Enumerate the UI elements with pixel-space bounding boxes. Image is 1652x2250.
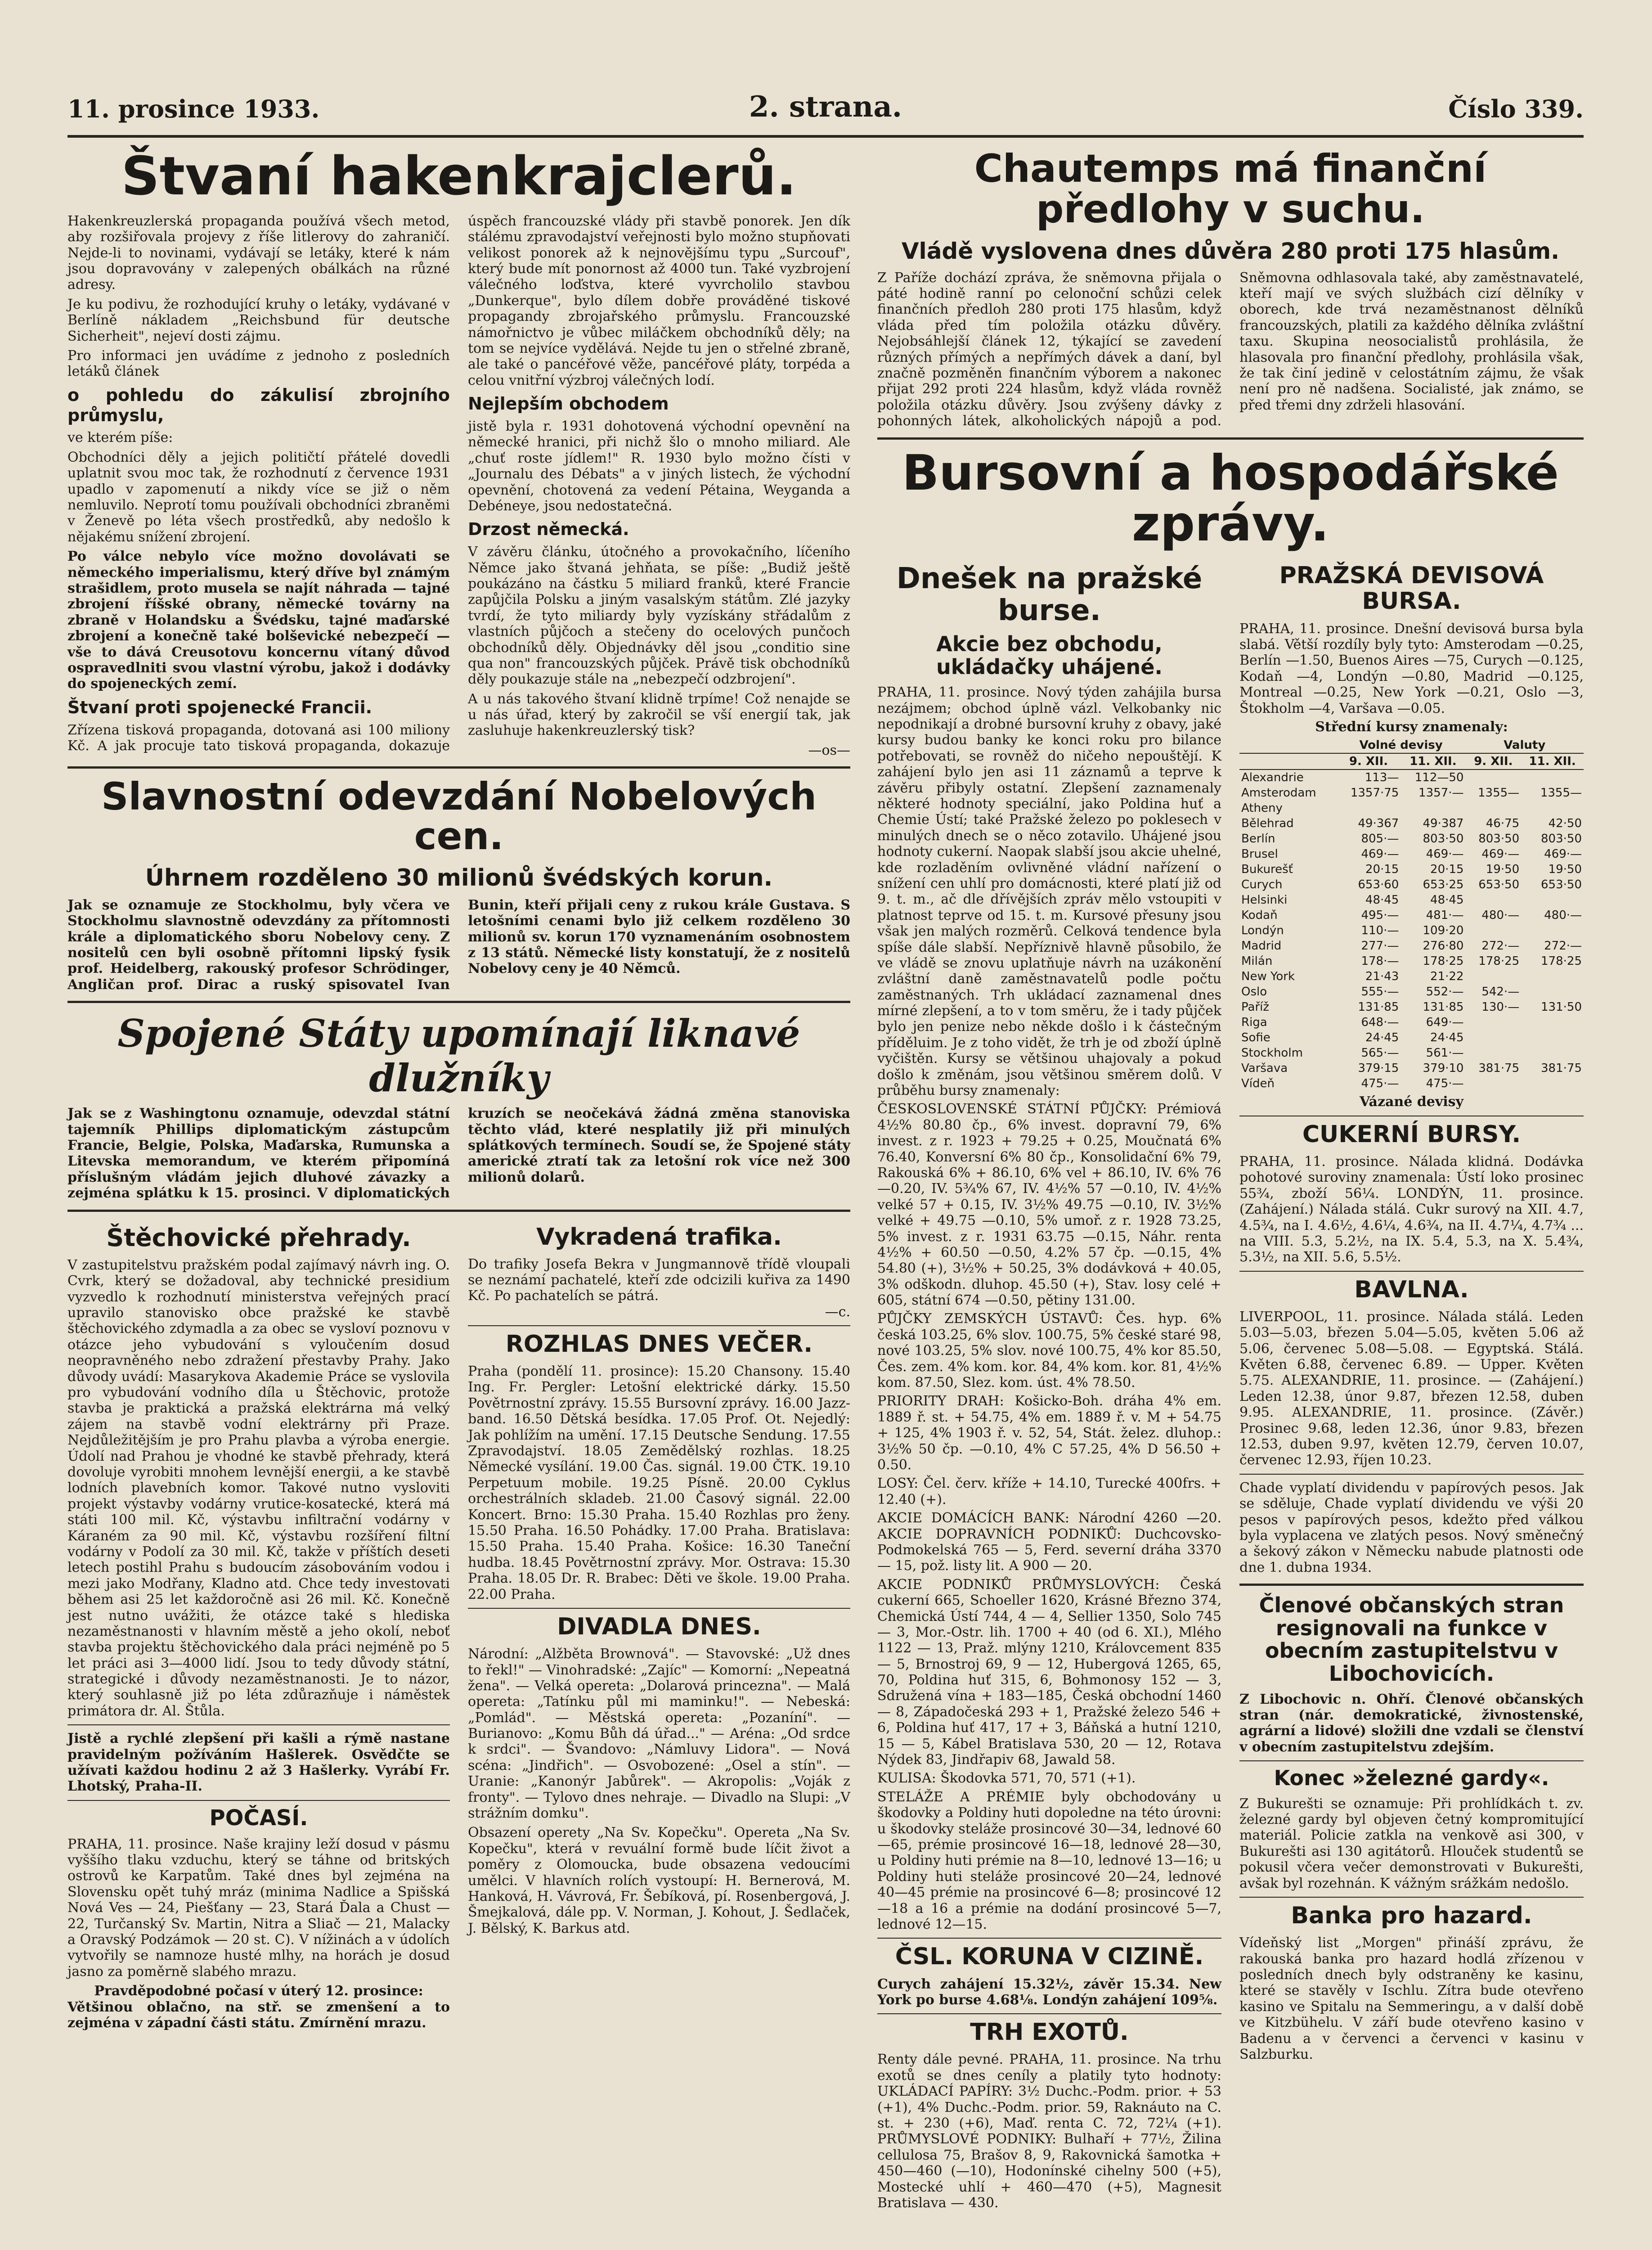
divider <box>1239 1897 1584 1898</box>
devisy-mid: Střední kursy znamenaly: <box>1315 719 1508 735</box>
subhead: o pohledu do zákulisí zbrojního průmyslu, <box>67 385 450 425</box>
fx-value <box>1521 1076 1584 1091</box>
para: Hakenkreuzlerská propaganda používá všech metod, aby rozšiřovala projevy z říše litlerovy do zahraničí. Nejde-li to novinami, vydávají se letáky, které k nám jsou dopravovány v zalepených obálkách na různé adresy. <box>67 213 450 293</box>
article-dnes-stelaze: STELÁŽE A PRÉMIE byly obchodovány u škodovky a Poldiny huti dopoledne na této úrovni: u škodovky steláže prosincové 30—34, lednové 60—65, prémie prosincové 16—18, lednové 28—30, u Poldiny huti prémie na 8—10, lednové 13—16; u Poldiny huti steláže prosincové 20—24, lednové 40—45 prémie na prosincové 6—8; prosincové 12—18 a 16 a prémie na dodání prosincové 5—7, lednové 12—15. <box>877 1789 1221 1932</box>
article-pocasi: PRAHA, 11. prosince. Naše krajiny leží dosud v pásmu vyššího tlaku vzduchu, který se táhne od britských ostrovů ke Karpatům. Také dnes byl zejména na Slovensku opět tuhý mráz (minima Nadlice a Spišská Nová Ves — 24, Piešťany — 23, Stará Ďala a Chust — 22, Turčanský Sv. Martin, Nitra a Sliač — 21, Malacky a Oravský Podzámok — 20 st. C). V nížinách a v údolích vytvořily se namnoze husté mlhy, na horách je dosud jasno za poměrně slabého mrazu. <box>67 1836 450 1980</box>
article-subtitle-dnes: Akcie bez obchodu, ukládačky uhájené. <box>936 632 1163 679</box>
fx-currency: Sofie <box>1241 1031 1270 1045</box>
fx-currency: Stockholm <box>1241 1046 1303 1060</box>
fx-value: 110·— <box>1361 924 1399 938</box>
fx-value <box>1521 984 1584 999</box>
devisy-vazane: Vázané devisy <box>1360 1094 1463 1110</box>
fx-value: 653·50 <box>1478 878 1520 892</box>
article-title-clenove: Členové občanských stran resignovali na funkce v obecním zastupitelstvu v Libochovicích. <box>1259 1593 1564 1686</box>
article-title-konec: Konec »železné gardy«. <box>1274 1766 1549 1791</box>
article-dnes-cont: ČESKOSLOVENSKÉ STÁTNÍ PŮJČKY: Prémiová 4½% 80.80 čp., 6% invest. dopravní 79, 6% invest. z r. 1923 + 79.25 + 0.25, Moučnatá 6% 76.40, Konversní 6% 80 čp., Konsolidační 6% 79, Rakouská 6% + 86.10, 6% vel + 86.10, IV. 6% 76 —0.20, IV. 5¾% 67, IV. 4½% 57 —0.10, IV. 4½% velké 57 + 0.15, IV. 3½% 49.75 —0.10, IV. 3½% velké + 49.75 —0.10, 5% umoř. z r. 1928 73.25, 5% invest. z r. 1931 63.75 —0.15, Náhr. renta 4½% + 60.50 —0.50, 4.2% 57 čp. —0.15, 4% 54.80 (+), 3½% + 50.25, 3% dodávková + 40.05, 3% odškodn. dluhop. 45.50 (+), Stav. losy celé + 605, státní 674 —0.50, pětiny 131.00. <box>877 1101 1221 1309</box>
fx-value: 21·43 <box>1365 970 1399 984</box>
fx-group-volne: Volné devisy <box>1337 738 1466 753</box>
divider <box>877 2013 1221 2014</box>
article-vykradena: Do trafiky Josefa Bekra v Jungmannově třídě vloupali se neznámí pachatelé, kteří zde odcizili kuřiva za 1490 Kč. Po pachatelích se pátrá. <box>468 1256 850 1304</box>
fx-value: 475·— <box>1426 1077 1464 1091</box>
fx-value: 19·50 <box>1486 863 1520 877</box>
fx-currency: Bělehrad <box>1241 817 1294 831</box>
fx-value: 276·80 <box>1423 939 1464 953</box>
fx-value <box>1465 801 1521 816</box>
fx-row <box>1239 1015 1584 1030</box>
fx-value: 495·— <box>1361 909 1399 922</box>
fx-value: 481·— <box>1426 909 1464 922</box>
fx-value: 803·50 <box>1478 832 1520 846</box>
fx-value: 178·25 <box>1423 954 1464 968</box>
article-cukr: PRAHA, 11. prosince. Nálada klidná. Dodávka pohotové suroviny znamenala: Ústí loko prosinec 55¾, zboží 56¼. LONDÝN, 11. prosince. (Zahájení.) Nálada stálá. Cukr surový na XII. 4.7, 4.5¾, na I. 4.6½, 4.6¼, 4.6¾, na II. 4.7¼, 4.7¾ ... na VIII. 5.3, 5.2½, na IX. 5.4, 5.3, na X. 5.4¾, 5.3½, na XII. 5.6, 5.5½. <box>1239 1153 1584 1265</box>
divider <box>1239 1760 1584 1761</box>
fx-value: 1357·— <box>1419 786 1464 800</box>
article-exoty: Renty dále pevné. PRAHA, 11. prosince. Na trhu exotů se dnes ceníly a platily tyto hodnoty: UKLÁDACÍ PAPÍRY: 3½ Duchc.-Podm. prior. + 53 (+1), 4% Duchc.-Podm. prior. 59, Raknáuto na C. st. + 230 (+6), Maď. renta C. 72, 72¼ (+1). PRŮMYSLOVÉ PODNIKY: Bulhaří + 77½, Žilina cellulosa 75, Brašov 8, 9, Rakovnická šamotka + 450—460 (—10), Hodonínské cihelny 500 (+5), Mostecké uhlí + 460—470 (+5), Magnesit Bratislava — 430. <box>877 2052 1221 2211</box>
fx-value: 653·50 <box>1541 878 1582 892</box>
fx-currency: Alexandrie <box>1241 771 1304 785</box>
fx-value: 109·20 <box>1423 924 1464 938</box>
article-title-nobel: Slavnostní odevzdání Nobelových cen. <box>101 774 817 859</box>
fx-row <box>1239 1076 1584 1091</box>
lower-left-split <box>67 1220 850 2031</box>
fx-h1: 9. XII. <box>1337 753 1401 770</box>
finance-left <box>877 558 1221 2211</box>
fx-currency: Atheny <box>1241 801 1283 815</box>
fx-value <box>1465 1015 1521 1030</box>
fx-value <box>1401 801 1465 816</box>
fx-h3: 9. XII. <box>1465 753 1521 770</box>
divider <box>67 1210 850 1212</box>
fx-value <box>1521 969 1584 984</box>
para: jistě byla r. 1931 dohotovená východní opevnění na německé hranici, při nichž šlo o mnoho miliard. Ale „chuť roste jídlem!" R. 1930 bylo možno čísti v „Journalu des Débats" a v jiných listech, že východní opevnění, chotovená za vedení Pétaina, Weyganda a Debéneye, jsou nedostatečná. <box>468 418 850 514</box>
masthead-date: 11. prosince 1933. <box>67 94 320 123</box>
fx-currency: Berlín <box>1241 832 1275 846</box>
fx-group-row <box>1239 738 1584 753</box>
fx-value <box>1521 1045 1584 1061</box>
signature: —os— <box>808 742 850 758</box>
fx-header-row <box>1239 753 1584 770</box>
fx-value: 131·85 <box>1423 1000 1464 1014</box>
article-title-pocasi: POČASÍ. <box>209 1805 308 1831</box>
signature: —c. <box>825 1304 850 1320</box>
finance-split <box>877 558 1584 2211</box>
fx-row <box>1239 984 1584 999</box>
article-title-devisy: PRAŽSKÁ DEVISOVÁ BURSA. <box>1279 562 1544 615</box>
fx-value <box>1521 923 1584 938</box>
divider <box>1239 1474 1584 1475</box>
fx-value <box>1465 770 1521 785</box>
article-title-cukr: CUKERNÍ BURSY. <box>1302 1120 1521 1148</box>
fx-row <box>1239 923 1584 938</box>
fx-currency: Helsinki <box>1241 893 1288 907</box>
fx-value <box>1465 923 1521 938</box>
fx-value: 480·— <box>1544 909 1582 922</box>
fx-value <box>1465 892 1521 908</box>
fx-row <box>1239 816 1584 831</box>
fx-row <box>1239 877 1584 892</box>
fx-h2: 11. XII. <box>1401 753 1465 770</box>
fx-value <box>1465 969 1521 984</box>
fx-currency: Bukurešť <box>1241 863 1293 877</box>
fx-value: 542·— <box>1481 985 1520 999</box>
fx-currency: Paříž <box>1241 1000 1270 1014</box>
forecast-head: Pravděpodobné počasí v úterý 12. prosince: <box>94 1983 423 1999</box>
fx-row <box>1239 770 1584 785</box>
article-koruna: Curych zahájení 15.32½, závěr 15.34. New York po burse 4.68⅛. Londýn zahájení 109⅝. <box>877 1976 1221 2008</box>
article-title-chautemps: Chautemps má finanční předlohy v suchu. <box>974 146 1487 232</box>
fx-value: 42·50 <box>1548 817 1582 831</box>
article-bavlna: LIVERPOOL, 11. prosince. Nálada stálá. Leden 5.03—5.03, březen 5.04—5.05, květen 5.06 až 5.06, červenec 5.08—5.08. — Egyptská. Stálá. Květen 6.88, červenec 6.89. — Upper. Květen 5.75. ALEXANDRIE, 11. prosince. — (Zahájení.) Leden 12.38, únor 9.87, březen 12.58, duben 9.95. ALEXANDRIE, 11. prosince. (Závěr.) Prosinec 9.68, leden 12.36, únor 9.83, březen 12.53, duben 9.97, květen 12.79, červen 10.07, červenec 12.93, říjen 10.23. <box>1239 1309 1584 1468</box>
fx-value: 379·15 <box>1358 1062 1399 1076</box>
masthead-issue: Číslo 339. <box>1448 94 1584 123</box>
article-title-exoty: TRH EXOTŮ. <box>970 2019 1129 2046</box>
subhead: Štvaní proti spojenecké Francii. <box>67 697 373 717</box>
fx-currency: Londýn <box>1241 924 1284 938</box>
fx-value: 653·60 <box>1358 878 1399 892</box>
fx-value: 469·— <box>1544 847 1582 861</box>
fx-value <box>1337 801 1401 816</box>
fx-value: 130·— <box>1481 1000 1520 1014</box>
para: ve kterém píše: <box>67 430 173 446</box>
fx-row <box>1239 892 1584 908</box>
fx-value <box>1465 1045 1521 1061</box>
fx-value: 24·45 <box>1365 1031 1399 1045</box>
fx-value <box>1521 1030 1584 1045</box>
article-dnes-banky: AKCIE DOMÁCÍCH BANK: Národní 4260 —20. AKCIE DOPRAVNÍCH PODNIKŮ: Duchcovsko-Podmokelská 765 — 5, Ferd. severní dráha 3370 — 15, pož. listy lit. A 900 — 20. <box>877 1510 1221 1574</box>
article-banka: Vídeňský list „Morgen" přináší zprávu, že rakouská banka pro hazard hodlá zřízenou v posledních dnech byly odstraněny ke kasinu, které se stavěly v Ischlu. Zítra bude otevřeno kasino ve Spitalu na Semmeringu, a v další době ve Kitzbühelu. V září bude otevřeno kasino v Badenu a v červenci a červenci v kasinu v Salzburku. <box>1239 1935 1584 2062</box>
fx-value: 1355— <box>1540 786 1582 800</box>
fx-row <box>1239 801 1584 816</box>
divider <box>67 1001 850 1003</box>
fx-value: 805·— <box>1361 832 1399 846</box>
article-dnes-losy: LOSY: Čel. červ. kříže + 14.10, Turecké 400frs. + 12.40 (+). <box>877 1476 1221 1508</box>
fx-value: 480·— <box>1481 909 1520 922</box>
divider <box>67 1724 450 1725</box>
divider <box>1239 1271 1584 1272</box>
fx-row <box>1239 1030 1584 1045</box>
article-divadla: Národní: „Alžběta Brownová". — Stavovské: „Už dnes to řekl!" — Vinohradské: „Zajíc" — Komorní: „Nepeatná žena". — Velká opereta: „Dolarová princezna". — Malá opereta: „Tatínku půl mi maminku!". — Nebeská: „Pomlád". — Městská opereta: „Pozaníní". — Burianovo: „Komu Bůh dá úřad..." — Aréna: „Od srdce k srdci". — Švandovo: „Námluvy Lidora". — Nová scéna: „Jindřich". — Osvobozené: „Osel a stín". — Uranie: „Kanonýr Jabůrek". — Akropolis: „Voják z fronty". — Tylovo dnes nehraje. — Divadlo na Slupi: „V strážním domku". <box>468 1646 850 1822</box>
fx-group-valuty: Valuty <box>1465 738 1584 753</box>
fx-value: 561·— <box>1426 1046 1464 1060</box>
fx-value: 24·45 <box>1430 1031 1464 1045</box>
fx-value: 131·85 <box>1358 1000 1399 1014</box>
para: V závěru článku, útočného a provokačního, líčeního Němce jako štvaná jehňata, se píše: „Budiž ještě poukázáno na částku 5 miliard franků, které Francie zapůjčila Polsku a jiným vasalským státům. Zlé jazyky tvrdí, že tyto miliardy byly vyzískány střádalům z vlastních půjčoch a stečeny do ocelových punčoch obchodníků děly. Objednávky děl jsou „conditio sine qua non" francouzských půjček. Právě tisk obchodníků děly poukazuje stále na „nebezpečí odzbrojení". <box>468 544 850 688</box>
fx-value: 113— <box>1365 771 1399 785</box>
left-column <box>67 145 850 2031</box>
para: Zřízena tisková propaganda, dotovaná asi 100 miliony Kč. A jak procuje tato tisková propaganda, dokazuje úspěch francouzské vlády při stavbě ponorek. Jen dík stálému zpravodajství veřejnosti bylo možno stupňovati velikost ponorek až k nejnovějšímu typu „Surcouf", který bude mít ponornost až 4000 tun. Také vyzbrojení válečného loďstva, které vyvrcholilo stavbou „Dunkerque", bylo dílem dobře prováděné tiskové propagandy zbrojařského průmyslu. Francouzské námořnictvo je vůbec miláčkem obchodníků děly; na tom se nejvíce vydělává. Nejde tu jen o střelné zbraně, ale také o pancéřové věže, pancéřové pláty, torpéda a celou vnitřní výzbroj válečných lodí. <box>67 213 850 754</box>
article-nobel: Jak se oznamuje ze Stockholmu, byly včera ve Stockholmu slavnostně odevzdány za přítomnosti krále a diplomatického sboru Nobelovy ceny. Z nositelů cen byli osobně přítomni lipský fysik prof. Heidelberg, rakouský profesor Schrödinger, Angličan prof. Dirac a ruský spisovatel Ivan Bunin, kteří přijali ceny z rukou krále Gustava. S letošními cenami bylo již celkem rozděleno 30 milionů sv. korun 170 vyznamenáním osobnostem z 13 států. Německé listy konstatují, že z nositelů Nobelovy ceny je 40 Němců. <box>67 897 850 993</box>
fx-row <box>1239 846 1584 862</box>
fx-h0 <box>1239 753 1337 770</box>
fx-value: 272·— <box>1544 939 1582 953</box>
fx-row <box>1239 999 1584 1015</box>
article-title-stech: Štěchovické přehrady. <box>106 1223 411 1252</box>
fx-value: 20·15 <box>1365 863 1399 877</box>
fx-value: 555·— <box>1361 985 1399 999</box>
fx-value: 19·50 <box>1548 863 1582 877</box>
fx-row <box>1239 831 1584 846</box>
article-dnes-kulisa: KULISA: Škodovka 571, 70, 571 (+1). <box>877 1770 1136 1786</box>
fx-value: 272·— <box>1481 939 1520 953</box>
article-devisy-intro: PRAHA, 11. prosince. Dnešní devisová bursa byla slabá. Větší rozdíly byly tyto: Amsterodam —0.25, Berlín —1.50, Buenos Aires —75, Curych —0.125, Kodaň —4, Londýn —0.80, Madrid —0.125, Montreal —0.25, New York —0.21, Oslo —3, Štokholm —4, Varšava —0.05. <box>1239 621 1584 716</box>
divider <box>67 766 850 769</box>
fx-value: 381·75 <box>1541 1062 1582 1076</box>
article-dividenda: Chade vyplatí dividendu v papírových pesos. Jak se sděluje, Chade vyplatí dividendu ve výši 20 pesos v papírových pesos, kdežto před válkou byla vyplacena ve zlatých pesos. Nový směnečný a šekový zákon v Německu nabude platnosti ode dne 1. dubna 1934. <box>1239 1480 1584 1575</box>
ad-haslerky: Jistě a rychlé zlepšení při kašli a rýmě nastane pravidelným požíváním Hašlerek. Osvědčte se užívati každou hodinu 2 až 3 Hašlerky. Vyrábí Fr. Lhotský, Praha-II. <box>67 1731 450 1795</box>
fx-value: 552·— <box>1426 985 1464 999</box>
fx-value: 1357·75 <box>1350 786 1399 800</box>
fx-currency: Amsterodam <box>1241 786 1316 800</box>
fx-currency: Milán <box>1241 954 1273 968</box>
article-dnes: PRAHA, 11. prosince. Nový týden zahájila bursa nezájmem; obchod úplně vázl. Velkobanky nic nepodnikají a drobné bursovní kruhy z obavy, jaké kursy budou banky ke konci roku pro bilance potřebovati, se rovněž do ničeho nepouštějí. K zahájení bylo jen asi 11 záznamů a teprve k závěru přibyly ostatní. Zlepšení zaznamenaly některé hodnoty speciální, jako Poldina huť a Chemie Ústí; také Pražské železo po poklesech v minulých dnech se o něco zotavilo. Uhájené jsou hodnoty cukerní. Naopak slabší jsou akcie uhelné, kde rozladěním ovlivněné vládní nařízení o snížení cen uhlí pro domácnosti, které platí již od 9. t. m., ač dle dřívějších zpráv mělo vstoupiti v platnost teprve od 15. t. m. Kursové přesuny jsou však jen malých rozměrů. Celková tendence byla spíše dále slabší. Nepříznivě hlavně působilo, že ve vládě se znovu uplatňuje návrh na uzákonění zvláštní daně zaměstnavatelů podle počtu zaměstnaných. Trh ukládací zaznamenal dnes mírné zlepšení, a to v tom směru, že i tady půjček bylo jen penize nebo někde došlo i k částečným příděluim. Je z toho vidět, že trh je od zboží úplně vyčištěn. Kursy se většinou uhajovaly a pokud došlo k změnám, jsou většinou směrem dolů. V průběhu bursy znamenaly: <box>877 684 1221 1099</box>
article-title-vykradena: Vykradená trafika. <box>536 1223 782 1251</box>
para: A u nás takového štvaní klidně trpíme! Což nenajde se u nás úřad, který by zakročil se vší energií tak, jak zasluhuje hakenkreuzlerský tisk? <box>468 691 850 739</box>
fx-row <box>1239 1045 1584 1061</box>
fx-value: 48·45 <box>1365 893 1399 907</box>
fx-value: 381·75 <box>1478 1062 1520 1076</box>
article-subtitle-chautemps: Vládě vyslovena dnes důvěra 280 proti 175 hlasům. <box>901 238 1560 264</box>
fx-value: 469·— <box>1426 847 1464 861</box>
fx-currency: Madrid <box>1241 939 1282 953</box>
fx-value <box>1465 1076 1521 1091</box>
fx-currency: Varšava <box>1241 1062 1288 1076</box>
article-dnes-priority: PRIORITY DRAH: Košicko-Boh. dráha 4% em. 1889 ř. st. + 54.75, 4% em. 1889 ř. v. M + 54.75 + 125, 4% 1903 ř. v. 52, 54, Stát. želez. dluhop.: 3½% 50 čp. —0.10, 4% C 57.25, 4% D 56.50 + 0.50. <box>877 1393 1221 1473</box>
para: Obchodníci děly a jejich političtí přátelé dovedli uplatnit svou moc tak, že rozhodnutí z července 1931 upadlo v zapomenutí a nikdy více se již o něm nemluvilo. Neprotí tomu používali obchodníci zbraněmi v Ženevě po léta všech prostředků, aby nedošlo k nějakému snížení zbrojení. <box>67 449 450 545</box>
fx-value: 49·387 <box>1423 817 1464 831</box>
article-rozhlas: Praha (pondělí 11. prosince): 15.20 Chansony. 15.40 Ing. Fr. Pergler: Letošní elektrické dárky. 15.50 Povětrnostní zprávy. 15.55 Bursovní zprávy. 16.00 Jazz-band. 16.50 Dětská besídka. 17.05 Prof. Ot. Nejedlý: Jak pohlížím na umění. 17.15 Deutsche Sendung. 17.55 Zpravodajství. 18.05 Zemědělský rozhlas. 18.25 Německé vysílání. 19.00 Čas. signál. 19.00 ČTK. 19.10 Perpetuum mobile. 19.25 Písně. 20.00 Cyklus orchestrálních skladeb. 21.00 Časový signál. 22.00 Koncert. Brno: 15.30 Praha. 15.40 Rozhlas pro ženy. 15.50 Praha. 16.50 Pohádky. 17.00 Praha. Bratislava: 15.50 Praha. 15.40 Praha. Košice: 16.30 Taneční hudba. 18.45 Povětrnostní zprávy. Mor. Ostrava: 15.30 Praha. 18.05 Dr. R. Brabec: Děti ve škole. 19.00 Praha. 22.00 Praha. <box>468 1364 850 1602</box>
forecast: Většinou oblačno, na stř. se zmenšení a to zejména v západní části státu. Zmírnění mrazu. <box>67 1999 450 2031</box>
divider <box>877 1938 1221 1939</box>
fx-value: 469·— <box>1481 847 1520 861</box>
finance-right <box>1239 558 1584 2211</box>
fx-value <box>1521 892 1584 908</box>
fx-row <box>1239 908 1584 923</box>
fx-value: 803·50 <box>1423 832 1464 846</box>
article-title-rozhlas: ROZHLAS DNES VEČER. <box>505 1330 813 1358</box>
fx-value: 21·22 <box>1430 970 1464 984</box>
article-divadla-extra: Obsazení operety „Na Sv. Kopečku". Opereta „Na Sv. Kopečku", která v revuální formě bude líčit život a poměry z Olomoucka, bude obsazena vedoucími umělci. V hlavních rolích vystoupí: H. Bernerová, M. Hanková, H. Vávrová, Fr. Šebíková, pí. Rosenbergová, J. Šmejkalová, dále pp. V. Norman, J. Kohout, J. Šedlaček, J. Bělský, K. Barkus atd. <box>468 1825 850 1936</box>
fx-value: 649·— <box>1426 1016 1464 1030</box>
fx-value: 178·— <box>1361 954 1399 968</box>
article-title-divadla: DIVADLA DNES. <box>557 1613 761 1640</box>
article-title-spojene: Spojené Státy upomínají liknavé dlužníky <box>117 1011 800 1101</box>
article-chautemps: Z Paříže dochází zpráva, že sněmovna přijala o páté hodině ranní po celonoční schůzi celek finančních předloh 280 proti 175 hlasům, když vláda před tím položila otázku důvěry. Nejobsáhlejší článek 12, týkající se zavedení různých přímých a nepřímých dávek a daní, byl značně pozměněn finančním výborem a nakonec přijat 292 proti 224 hlasům, když vláda rovněž položila otázku důvěry. Jsou zvýšeny dávky z pohonných látek, alkoholických nápojů a pod. Sněmovna odhlasovala také, aby zaměstnavatelé, kteří mají ve svých službách cizí dělníky v oborech, kde trvá nezaměstnanost dělníků francouzských, platili za každého dělníka zvláštní taxu. Skupina neosocialistů prohlásila, že hlasovala pro finanční předlohy, prohlásila však, že tak činí jedině v celostátním zájmu, že však není pro ně nadšena. Socialisté, jak známo, se před třemi dny zdrželi hlasování. <box>877 270 1584 429</box>
fx-value: 49·367 <box>1358 817 1399 831</box>
fx-value: 131·50 <box>1541 1000 1582 1014</box>
subhead: Drzost německá. <box>468 519 629 540</box>
para-bold: Po válce nebylo více možno dovolávati se německého imperialismu, který dříve byl známým strašidlem, proto musela se najít náhrada — tajné zbrojení říšské obrany, německé továrny na zbraně v Holandsku a Švédsku, tajné maďarské zbrojení a konečně také bolševické nebezpečí — vše to dává Creusotovu koncernu vítaný důvod ospravedlniti svou vlastní výrobu, jakož i dodávky do spojeneckých zemí. <box>67 549 450 692</box>
fx-value: 565·— <box>1361 1046 1399 1060</box>
fx-value <box>1521 1015 1584 1030</box>
fx-value: 379·10 <box>1423 1062 1464 1076</box>
divider <box>877 437 1584 440</box>
fx-currency: Vídeň <box>1241 1077 1275 1091</box>
fx-row <box>1239 938 1584 954</box>
fx-value: 648·— <box>1361 1016 1399 1030</box>
section-banner-bursovni: Bursovní a hospodářské zprávy. <box>902 445 1559 552</box>
fx-value: 475·— <box>1361 1077 1399 1091</box>
fx-value <box>1521 770 1584 785</box>
divider <box>468 1325 850 1326</box>
article-title-koruna: ČSL. KORUNA V CIZINĚ. <box>895 1943 1204 1971</box>
article-dnes-prumysl: AKCIE PODNIKŮ PRŮMYSLOVÝCH: Česká cukerní 665, Schoeller 1620, Krásné Březno 374, Chemická Ústí 744, 4 — 4, Sellier 1350, Solo 745 — 3, Mor.-Ostr. lih. 1700 + 40 (od 6. XI.), Mlého 1122 — 13, Praž. mlýny 1210, Královcement 835 — 5, Brnostroj 69, 9 — 12, Hubergová 1265, 65, 70, Poldina huť 315, 6, Bohmonosy 152 — 3, Sdružená vína + 183—185, Česká obchodní 1460 — 8, Západočeská 293 + 1, Pražské železo 546 + 6, Poldina huť 417, 17 + 3, Báňská a hutní 1210, 15 — 5, Kábel Bratislava 530, 20 — 12, Rotava Nýdek 83, Jindřapiv 68, Jawald 58. <box>877 1576 1221 1768</box>
article-dnes-kurs: PŮJČKY ZEMSKÝCH ÚSTAVŮ: Čes. hyp. 6% česká 103.25, 6% slov. 100.75, 5% české staré 98, nové 103.25, 5% slov. nové 100.75, 4% kor 85.50, Čes. zem. 4% kom. kor. 84, 4% kom. kor. 81, 4½% kom. 87.50, Slez. kom. úst. 4% 78.50. <box>877 1311 1221 1391</box>
fx-value <box>1521 801 1584 816</box>
fx-currency: Curych <box>1241 878 1283 892</box>
stech-column <box>67 1220 450 2031</box>
right-column <box>877 148 1584 2211</box>
para: Pro informaci jen uvádíme z jednoho z posledních letáků článek <box>67 348 450 380</box>
fx-group-blank <box>1239 738 1337 753</box>
fx-currency: New York <box>1241 970 1295 984</box>
fx-row <box>1239 785 1584 801</box>
fx-value: 20·15 <box>1430 863 1464 877</box>
divider <box>468 1608 850 1609</box>
fx-row <box>1239 862 1584 877</box>
right-subcolumn <box>468 1220 850 2031</box>
fx-value <box>1465 1030 1521 1045</box>
fx-value: 112—50 <box>1414 771 1464 785</box>
fx-value: 178·25 <box>1541 954 1582 968</box>
fx-table <box>1239 738 1584 1091</box>
article-title-dnes: Dnešek na pražské burse. <box>896 562 1203 627</box>
article-stvani <box>67 213 850 758</box>
masthead <box>67 86 1584 138</box>
fx-value: 46·75 <box>1486 817 1520 831</box>
para: Je ku podivu, že rozhodující kruhy o letáky, vydávané v Berlíně nákladem „Reichsbund für deutsche Sicherheit", nejeví dosti zájmu. <box>67 296 450 344</box>
article-title-bavlna: BAVLNA. <box>1354 1276 1469 1303</box>
masthead-page: 2. strana. <box>749 90 902 124</box>
article-clenove: Z Libochovic n. Ohří. Členové občanských stran (nár. demokratické, živnostenské, agrární a lidové) složili dne vzdali se členství v obecním zastupitelstvu zdejším. <box>1239 1691 1584 1755</box>
article-stech: V zastupitelstvu pražském podal zajímavý návrh ing. O. Cvrk, který se dožadoval, aby technické presidium vyzvedlo k rozhodnutí ministerstva veřejných prací upravilo stanovisko obce pražské ke stavbě štěchovického zdymadla a za obec se vysloví poznovu v otázce jeho vybudování s vyloučením dosud neopravněného nebo zdražení přestavby Prahy. Jako důvody uvádí: Masarykova Akademie Práce se vyslovila pro vybudování vodního díla u Štěchovic, protože stavba je praktická a pražská elektrárna má velký zájem na stavbě vodní elektrárny při Praze. Nejdůležitějším je pro Prahu plavba a výroba energie. Údolí nad Prahou je vhodné ke stavbě přehrady, která dovoluje vyrobiti mnohem levnější energii, a ke stavbě lodních plavebních komor. Takové nutno vysloviti projekt výstavby vodárny vrutice-kosatecké, která má státi 100 mil. Kč, výstavbu infiltrační vodárny v Káraném za 90 mil. Kč, výstavbu rozšíření filtní vodárny v Podolí za 30 mil. Kč, takže v příštích deseti letech postihl Prahu s budoucím zásobováním vodou i mezi jako Modřany, Kladno atd. Chce tedy investovati během asi 25 let každoročně asi 26 mil. Kč. Konečně jest nutno uvážiti, že otázce také s hlediska nezaměstnanosti v hlavním městě a jeho okolí, neboť stavba projektu štěchovického dala práci nejméně po 5 let práci asi 3—4000 lidí. Jsou to tedy důvody státní, strategické i důvody nezaměstnanosti. Je to názor, který souhlasně již po léta zdůrazňuje i náměstek primátora dr. Al. Štůla. <box>67 1257 450 1719</box>
article-spojene: Jak se z Washingtonu oznamuje, odevzdal státní tajemník Phillips diplomatickým zástupcům Francie, Belgie, Polska, Maďarska, Rumunska a Litevska memorandum, ve kterém připomíná příslušným vládám jejich dluhové závazky a zejména splátku k 15. prosinci. V diplomatických kruzích se neočekává žádná změna stanoviska těchto vlád, které nesplatily již při minulých splátkových termínech. Soudí se, že Spojené státy americké ztratí tak za letošní rok více než 300 milionů dolarů. <box>67 1106 850 1202</box>
article-title-stvani: Štvaní hakenkrajclerů. <box>121 145 797 207</box>
fx-row <box>1239 954 1584 969</box>
fx-h4: 11. XII. <box>1521 753 1584 770</box>
fx-value: 48·45 <box>1430 893 1464 907</box>
fx-currency: Kodaň <box>1241 909 1278 922</box>
article-subtitle-nobel: Úhrnem rozděleno 30 milionů švédských korun. <box>145 864 773 891</box>
fx-value: 178·25 <box>1478 954 1520 968</box>
divider <box>67 1800 450 1801</box>
article-title-banka: Banka pro hazard. <box>1291 1902 1532 1930</box>
fx-value: 653·25 <box>1423 878 1464 892</box>
fx-value: 469·— <box>1361 847 1399 861</box>
fx-currency: Oslo <box>1241 985 1267 999</box>
fx-row <box>1239 969 1584 984</box>
newspaper-page <box>67 86 1584 2250</box>
article-konec: Z Bukurešti se oznamuje: Při prohlídkách t. zv. železné gardy byl objeven četný kompromitující materiál. Policie zatkla na venkově asi 300, v Bukurešti asi 130 agitátorů. Hlouček studentů se pokusil včera večer demonstrovati v Bukurešti, avšak byl rozehnán. K vážným srážkám nedošlo. <box>1239 1796 1584 1891</box>
fx-body <box>1239 770 1584 1091</box>
fx-value: 1355— <box>1478 786 1520 800</box>
subhead: Nejlepším obchodem <box>468 394 669 414</box>
fx-row <box>1239 1061 1584 1076</box>
fx-currency: Brusel <box>1241 847 1278 861</box>
fx-value: 277·— <box>1361 939 1399 953</box>
fx-value: 803·50 <box>1541 832 1582 846</box>
divider <box>1239 1584 1584 1586</box>
fx-currency: Riga <box>1241 1016 1267 1030</box>
